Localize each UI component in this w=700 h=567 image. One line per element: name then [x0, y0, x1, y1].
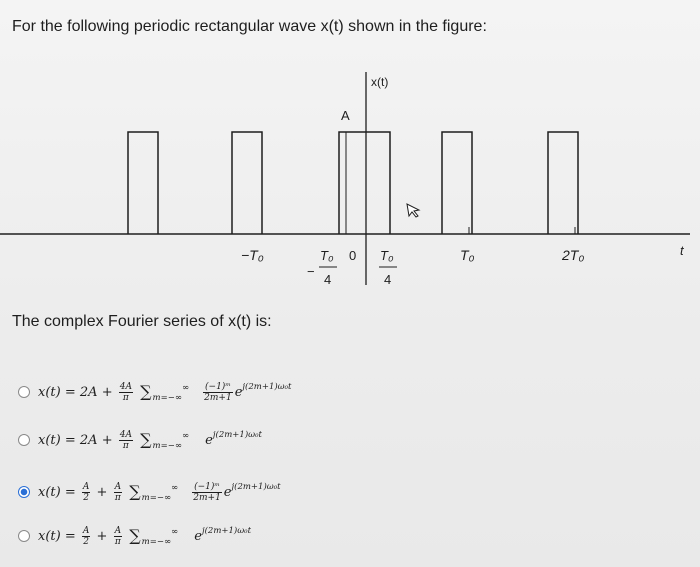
pulse	[442, 132, 472, 234]
tick-label-2T0: 2T₀	[562, 247, 585, 263]
pulse	[128, 132, 158, 234]
waveform-figure	[0, 70, 700, 300]
option-2[interactable]	[18, 425, 262, 455]
option-4[interactable]	[18, 521, 251, 551]
option-formula: x(t) = 2A + $\frac{4A}{\pi}$ $\sum_{m=-\infty}^\infty$ $\frac{\text{(−1)ᵐ}}{2m+1}$ $e^{j(2m+1)\omega_0t}$	[38, 381, 292, 403]
pulse	[339, 132, 390, 234]
pulse	[232, 132, 262, 234]
pulse-train	[128, 132, 578, 234]
tick-label-T0: T₀	[460, 247, 475, 263]
option-formula: x(t) = $\frac{A}{2}$ + $\frac{A}{\pi}$ $\sum_{m=-\infty}^\infty$ $e^{j(2m+1)\omega_0t}$	[38, 525, 251, 547]
tick-label-neg-T0-4-num: T₀	[320, 248, 334, 263]
tick-label-neg-T0-4-den: 4	[324, 272, 332, 287]
tick-label-zero: 0	[349, 248, 357, 263]
y-axis-label: x(t)	[371, 75, 389, 89]
option-3[interactable]	[18, 477, 281, 507]
option-1[interactable]	[18, 377, 291, 407]
tick-label-T0-4-num: T₀	[380, 248, 394, 263]
mouse-cursor-icon	[407, 204, 419, 217]
tick-label-neg-T0: −T₀	[241, 247, 264, 263]
option-formula: x(t) = 2A + $\frac{4A}{\pi}$ $\sum_{m=-\infty}^\infty$ $e^{j(2m+1)\omega_0t}$	[38, 429, 262, 451]
subquestion-text: The complex Fourier series of x(t) is:	[12, 313, 272, 330]
question-text: For the following periodic rectangular wave x(t) shown in the figure:	[12, 18, 487, 35]
amplitude-label: A	[341, 108, 350, 123]
tick-label-T0-4-den: 4	[384, 272, 392, 287]
option-formula: x(t) = $\frac{A}{2}$ + $\frac{A}{\pi}$ $\sum_{m=-\infty}^\infty$ $\frac{\text{(−1)ᵐ}}{2m+1}$ $e^{j(2m+1)\omega_0t}$	[38, 481, 281, 503]
t-axis-label: t	[680, 243, 684, 258]
radio-button-selected[interactable]	[18, 486, 30, 498]
tick-label-neg-sign: −	[307, 264, 315, 279]
radio-button[interactable]	[18, 530, 30, 542]
pulse	[548, 132, 578, 234]
radio-button[interactable]	[18, 434, 30, 446]
radio-button[interactable]	[18, 386, 30, 398]
